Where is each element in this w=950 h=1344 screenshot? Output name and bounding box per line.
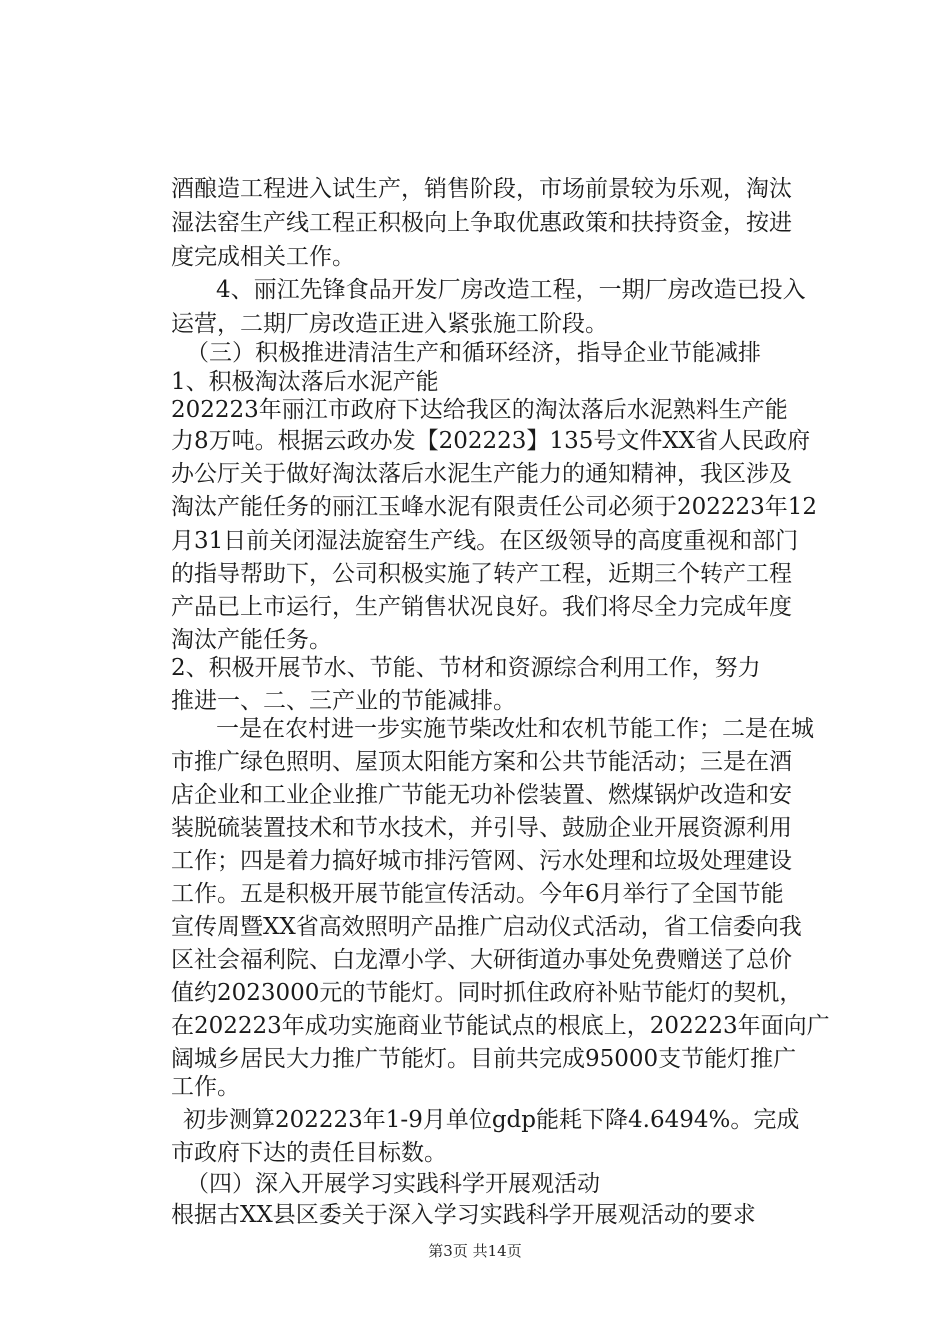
- line-12: 月31日前关闭湿法旋窑生产线。在区级领导的高度重视和部门: [171, 528, 799, 554]
- line-17: 推进一、二、三产业的节能减排。: [171, 688, 516, 714]
- line-13: 的指导帮助下，公司积极实施了转产工程，近期三个转产工程: [171, 561, 792, 587]
- line-18: 一是在农村进一步实施节柴改灶和农机节能工作；二是在城: [216, 716, 814, 742]
- line-11: 淘汰产能任务的丽江玉峰水泥有限责任公司必须于202223年12: [171, 494, 818, 520]
- line-7: 1、积极淘汰落后水泥产能: [171, 369, 439, 395]
- line-28: 阔城乡居民大力推广节能灯。目前共完成95000支节能灯推广: [171, 1046, 797, 1072]
- line-4: 4、丽江先锋食品开发厂房改造工程，一期厂房改造已投入: [216, 277, 806, 303]
- line-33: 根据古XX县区委关于深入学习实践科学开展观活动的要求: [171, 1202, 756, 1228]
- line-31: 市政府下达的责任目标数。: [171, 1140, 447, 1166]
- line-14: 产品已上市运行，生产销售状况良好。我们将尽全力完成年度: [171, 594, 792, 620]
- line-19: 市推广绿色照明、屋顶太阳能方案和公共节能活动；三是在酒: [171, 749, 792, 775]
- line-23: 工作。五是积极开展节能宣传活动。今年6月举行了全国节能: [171, 881, 784, 907]
- line-9: 力8万吨。根据云政办发【202223】135号文件XX省人民政府: [171, 428, 811, 454]
- line-1: 酒酿造工程进入试生产，销售阶段，市场前景较为乐观，淘汰: [171, 176, 792, 202]
- line-2: 湿法窑生产线工程正积极向上争取优惠政策和扶持资金，按进: [171, 210, 792, 236]
- page-footer: 第3页 共14页: [428, 1242, 522, 1260]
- line-27: 在202223年成功实施商业节能试点的根底上，202223年面向广: [171, 1013, 830, 1039]
- line-25: 区社会福利院、白龙潭小学、大研街道办事处免费赠送了总价: [171, 947, 792, 973]
- line-8: 202223年丽江市政府下达给我区的淘汰落后水泥熟料生产能: [171, 397, 788, 423]
- line-16: 2、积极开展节水、节能、节材和资源综合利用工作，努力: [171, 655, 761, 681]
- line-26: 值约2023000元的节能灯。同时抓住政府补贴节能灯的契机，: [171, 980, 803, 1006]
- line-3: 度完成相关工作。: [171, 244, 355, 270]
- line-5: 运营，二期厂房改造正进入紧张施工阶段。: [171, 311, 608, 337]
- line-24: 宣传周暨XX省高效照明产品推广启动仪式活动，省工信委向我: [171, 914, 802, 940]
- line-15: 淘汰产能任务。: [171, 627, 332, 653]
- line-10: 办公厅关于做好淘汰落后水泥生产能力的通知精神，我区涉及: [171, 461, 792, 487]
- line-30: 初步测算202223年1-9月单位gdp能耗下降4.6494%。完成: [183, 1107, 800, 1133]
- line-20: 店企业和工业企业推广节能无功补偿装置、燃煤锅炉改造和安: [171, 782, 792, 808]
- line-32: （四）深入开展学习实践科学开展观活动: [186, 1171, 600, 1197]
- line-21: 装脱硫装置技术和节水技术，并引导、鼓励企业开展资源利用: [171, 815, 792, 841]
- line-22: 工作；四是着力搞好城市排污管网、污水处理和垃圾处理建设: [171, 848, 792, 874]
- line-6: （三）积极推进清洁生产和循环经济，指导企业节能减排: [186, 340, 761, 366]
- line-29: 工作。: [171, 1074, 240, 1100]
